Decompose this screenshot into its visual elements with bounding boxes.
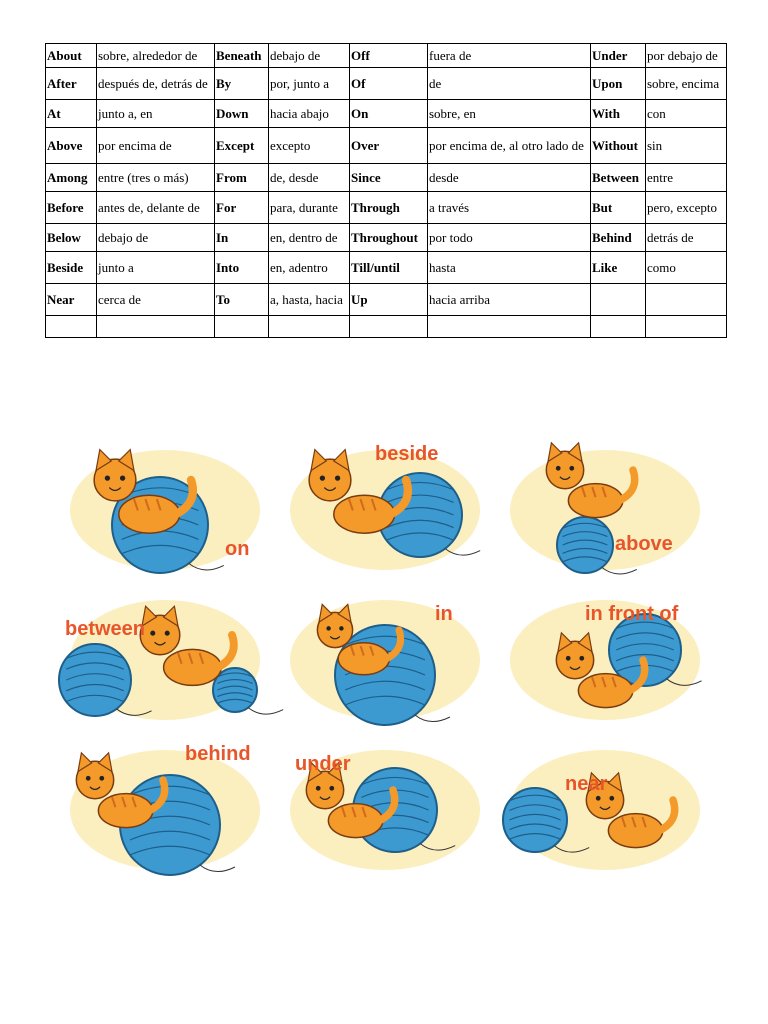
preposition-spanish: sobre, alrededor de xyxy=(97,44,215,68)
preposition-spanish: por, junto a xyxy=(269,68,350,100)
preposition-label: near xyxy=(565,773,608,795)
preposition-spanish: como xyxy=(646,252,727,284)
panel xyxy=(503,750,700,870)
preposition-spanish: a través xyxy=(428,192,591,224)
preposition-english: Before xyxy=(46,192,97,224)
preposition-english: Under xyxy=(591,44,646,68)
preposition-english: In xyxy=(215,224,269,252)
table-row xyxy=(46,252,727,284)
preposition-english: Except xyxy=(215,128,269,164)
preposition-spanish: desde xyxy=(428,164,591,192)
preposition-label: behind xyxy=(185,743,251,765)
preposition-spanish: junto a xyxy=(97,252,215,284)
preposition-label: in xyxy=(435,603,453,625)
preposition-english: Between xyxy=(591,164,646,192)
preposition-spanish: con xyxy=(646,100,727,128)
preposition-spanish: por encima de xyxy=(97,128,215,164)
preposition-spanish: después de, detrás de xyxy=(97,68,215,100)
preposition-spanish xyxy=(646,284,727,316)
preposition-label: between xyxy=(65,618,146,640)
preposition-english: Throughout xyxy=(350,224,428,252)
panel xyxy=(510,600,702,720)
prepositions-table xyxy=(45,43,727,338)
preposition-english: Into xyxy=(215,252,269,284)
preposition-spanish xyxy=(646,316,727,338)
preposition-spanish: por encima de, al otro lado de xyxy=(428,128,591,164)
table-row xyxy=(46,100,727,128)
table-row xyxy=(46,284,727,316)
preposition-english: On xyxy=(350,100,428,128)
preposition-spanish: cerca de xyxy=(97,284,215,316)
preposition-english xyxy=(350,316,428,338)
panel xyxy=(290,600,480,725)
preposition-spanish: sobre, en xyxy=(428,100,591,128)
table-row xyxy=(46,68,727,100)
table-row xyxy=(46,316,727,338)
preposition-english: Above xyxy=(46,128,97,164)
preposition-label: beside xyxy=(375,443,439,465)
preposition-label: above xyxy=(615,533,673,555)
preposition-english: Since xyxy=(350,164,428,192)
preposition-spanish: entre (tres o más) xyxy=(97,164,215,192)
preposition-spanish: fuera de xyxy=(428,44,591,68)
preposition-english: Till/until xyxy=(350,252,428,284)
preposition-spanish: para, durante xyxy=(269,192,350,224)
preposition-english: Near xyxy=(46,284,97,316)
preposition-spanish: por debajo de xyxy=(646,44,727,68)
preposition-spanish: de, desde xyxy=(269,164,350,192)
table-row xyxy=(46,164,727,192)
preposition-spanish: debajo de xyxy=(269,44,350,68)
preposition-english: After xyxy=(46,68,97,100)
preposition-english: Up xyxy=(350,284,428,316)
preposition-english: By xyxy=(215,68,269,100)
preposition-spanish: de xyxy=(428,68,591,100)
preposition-spanish xyxy=(428,316,591,338)
preposition-english: With xyxy=(591,100,646,128)
preposition-english: At xyxy=(46,100,97,128)
preposition-spanish: detrás de xyxy=(646,224,727,252)
preposition-spanish: excepto xyxy=(269,128,350,164)
panel xyxy=(70,450,260,573)
preposition-spanish: en, adentro xyxy=(269,252,350,284)
preposition-english: Through xyxy=(350,192,428,224)
panel xyxy=(290,750,480,870)
preposition-spanish: entre xyxy=(646,164,727,192)
preposition-english: Off xyxy=(350,44,428,68)
preposition-english: Among xyxy=(46,164,97,192)
preposition-english xyxy=(591,284,646,316)
preposition-english: Without xyxy=(591,128,646,164)
preposition-spanish: por todo xyxy=(428,224,591,252)
preposition-spanish: sin xyxy=(646,128,727,164)
prepositions-cats-illustration xyxy=(55,430,720,880)
preposition-spanish: antes de, delante de xyxy=(97,192,215,224)
preposition-spanish xyxy=(269,316,350,338)
preposition-spanish: hasta xyxy=(428,252,591,284)
table-row xyxy=(46,44,727,68)
preposition-spanish: hacia arriba xyxy=(428,284,591,316)
preposition-english: From xyxy=(215,164,269,192)
preposition-spanish xyxy=(97,316,215,338)
preposition-spanish: debajo de xyxy=(97,224,215,252)
preposition-english: Over xyxy=(350,128,428,164)
preposition-english: Beside xyxy=(46,252,97,284)
preposition-label: under xyxy=(295,753,351,775)
panel xyxy=(290,443,480,570)
table-row xyxy=(46,224,727,252)
preposition-spanish: junto a, en xyxy=(97,100,215,128)
preposition-english: Of xyxy=(350,68,428,100)
preposition-english: About xyxy=(46,44,97,68)
preposition-label: on xyxy=(225,538,250,560)
preposition-english: Like xyxy=(591,252,646,284)
preposition-english xyxy=(215,316,269,338)
preposition-english: Upon xyxy=(591,68,646,100)
panel xyxy=(70,743,260,875)
preposition-spanish: sobre, encima xyxy=(646,68,727,100)
table-row xyxy=(46,128,727,164)
panel xyxy=(59,600,283,720)
preposition-spanish: hacia abajo xyxy=(269,100,350,128)
preposition-spanish: en, dentro de xyxy=(269,224,350,252)
preposition-english: But xyxy=(591,192,646,224)
preposition-spanish: pero, excepto xyxy=(646,192,727,224)
preposition-english: Down xyxy=(215,100,269,128)
preposition-english xyxy=(591,316,646,338)
preposition-english: For xyxy=(215,192,269,224)
yarn-ball xyxy=(213,668,283,714)
preposition-spanish: a, hasta, hacia xyxy=(269,284,350,316)
preposition-label: in front of xyxy=(585,603,679,625)
panel xyxy=(510,443,700,574)
preposition-english: Beneath xyxy=(215,44,269,68)
preposition-english: Behind xyxy=(591,224,646,252)
preposition-english: To xyxy=(215,284,269,316)
table-row xyxy=(46,192,727,224)
preposition-english: Below xyxy=(46,224,97,252)
preposition-english xyxy=(46,316,97,338)
